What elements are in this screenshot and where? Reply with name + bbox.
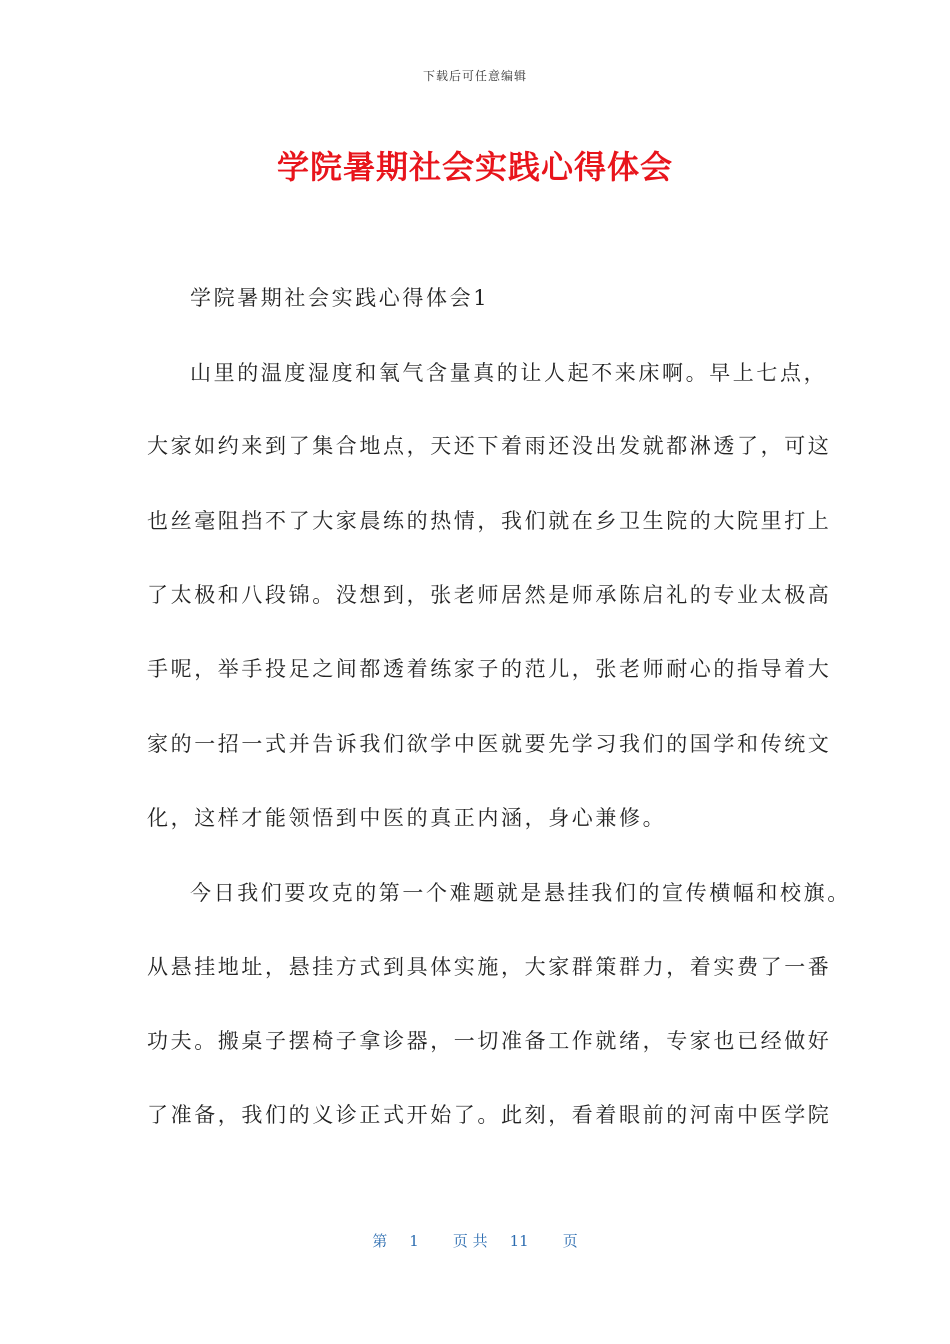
page-footer	[0, 1230, 950, 1251]
section-heading: 学院暑期社会实践心得体会1	[190, 286, 490, 310]
footer-suffix: 页	[562, 1232, 578, 1250]
paragraph-line: 从悬挂地址，悬挂方式到具体实施，大家群策群力，着实费了一番	[147, 955, 832, 979]
paragraph-line: 也丝毫阻挡不了大家晨练的热情，我们就在乡卫生院的大院里打上	[147, 509, 832, 533]
paragraph-line: 了太极和八段锦。没想到，张老师居然是师承陈启礼的专业太极高	[147, 583, 832, 607]
paragraph-line: 大家如约来到了集合地点，天还下着雨还没出发就都淋透了，可这	[147, 434, 832, 458]
paragraph-line: 了准备，我们的义诊正式开始了。此刻，看着眼前的河南中医学院	[147, 1103, 832, 1127]
footer-page-total: 11	[509, 1232, 529, 1250]
document-title: 学院暑期社会实践心得体会	[276, 148, 673, 186]
paragraph-line: 今日我们要攻克的第一个难题就是悬挂我们的宣传横幅和校旗。	[190, 881, 851, 905]
header-note: 下载后可任意编辑	[422, 69, 527, 83]
footer-page-number: 1	[409, 1232, 419, 1250]
paragraph-line: 手呢，举手投足之间都透着练家子的范儿，张老师耐心的指导着大	[147, 657, 832, 681]
paragraph-line: 功夫。搬桌子摆椅子拿诊器，一切准备工作就绪，专家也已经做好	[147, 1029, 832, 1053]
paragraph-line: 家的一招一式并告诉我们欲学中医就要先学习我们的国学和传统文	[147, 732, 832, 756]
footer-middle: 页 共	[452, 1232, 488, 1250]
footer-prefix: 第	[372, 1232, 388, 1250]
paragraph-line: 山里的温度湿度和氧气含量真的让人起不来床啊。早上七点，	[190, 361, 828, 385]
paragraph-line: 化，这样才能领悟到中医的真正内涵，身心兼修。	[147, 806, 667, 830]
